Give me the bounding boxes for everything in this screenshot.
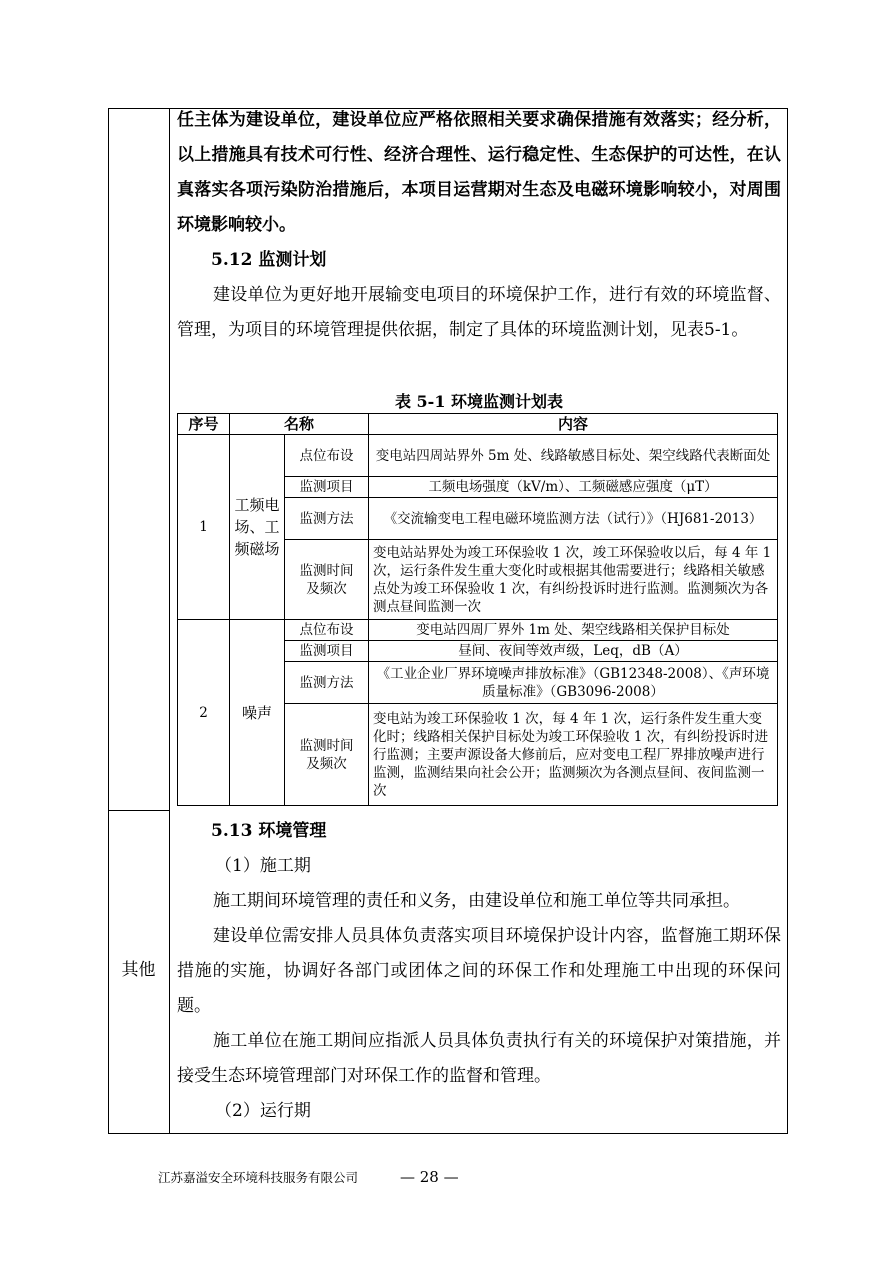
row-divider — [108, 810, 169, 811]
paragraph-3: 施工单位在施工期间应指派人员具体负责执行有关的环境保护对策措施，并接受生态环境管理部门对环保工作的监督和管理。 — [177, 1031, 781, 1086]
item-label: 点位布设 — [285, 620, 369, 641]
group-name: 工频电场、工频磁场 — [230, 435, 285, 620]
header-no: 序号 — [178, 414, 230, 435]
item-label: 点位布设 — [285, 435, 369, 477]
section-512-paragraph: 建设单位为更好地开展输变电项目的环境保护工作，进行有效的环境监督、管理，为项目的环境管理提供依据，制定了具体的环境监测计划，见表5-1。 — [177, 285, 781, 340]
item-label: 监测方法 — [285, 498, 369, 540]
section-512-heading: 5.12 监测计划 — [211, 250, 327, 270]
table-header-row — [178, 414, 778, 435]
side-label-other: 其他 — [121, 960, 156, 980]
item-label: 监测时间及频次 — [285, 540, 369, 620]
section-513-block — [177, 814, 781, 1129]
intro-paragraph: 任主体为建设单位，建设单位应严格依照相关要求确保措施有效落实；经分析，以上措施具有技术可行性、经济合理性、运行稳定性、生态保护的可达性，在认真落实各项污染防治措施后，本项目运营期对生态及电磁环境影响较小，对周围环境影响较小。 — [177, 110, 781, 235]
item-label: 监测方法 — [285, 662, 369, 704]
item-content: 昼间、夜间等效声级，Leq，dB（A） — [369, 641, 778, 662]
group-name: 噪声 — [230, 620, 285, 806]
column-divider — [169, 108, 170, 1134]
footer-company: 江苏嘉溢安全环境科技服务有限公司 — [158, 1170, 359, 1185]
header-name: 名称 — [230, 414, 369, 435]
item-label: 监测项目 — [285, 477, 369, 498]
item-content: 变电站四周站界外 5m 处、线路敏感目标处、架空线路代表断面处 — [369, 435, 778, 477]
table-caption: 表 5-1 环境监测计划表 — [394, 392, 564, 411]
subsection-operation: （2）运行期 — [215, 1101, 311, 1121]
item-label: 监测时间及频次 — [285, 704, 369, 806]
item-content: 变电站四周厂界外 1m 处、架空线路相关保护目标处 — [369, 620, 778, 641]
intro-block — [177, 103, 781, 348]
page-number: — 28 — — [400, 1168, 459, 1186]
paragraph-2: 建设单位需安排人员具体负责落实项目环境保护设计内容，监督施工期环保措施的实施，协调好各部门或团体之间的环保工作和处理施工中出现的环保问题。 — [177, 926, 781, 1016]
item-content: 变电站站界处为竣工环保验收 1 次，竣工环保验收以后，每 4 年 1 次，运行条件发生重大变化时或根据其他需要进行；线路相关敏感点处为竣工环保验收 1 次，有纠纷投诉时进行监测。监测频次为各测点昼间监测一次 — [369, 540, 778, 620]
table-row — [178, 435, 778, 477]
item-content: 《交流输变电工程电磁环境监测方法（试行）》（HJ681-2013） — [369, 498, 778, 540]
item-content: 《工业企业厂界环境噪声排放标准》（GB12348-2008）、《声环境质量标准》（GB3096-2008） — [369, 662, 778, 704]
item-content: 工频电场强度（kV/m）、工频磁感应强度（μT） — [369, 477, 778, 498]
section-513-heading: 5.13 环境管理 — [211, 821, 327, 841]
subsection-construction: （1）施工期 — [215, 856, 311, 876]
monitoring-plan-table — [177, 413, 778, 806]
paragraph-1: 施工期间环境管理的责任和义务，由建设单位和施工单位等共同承担。 — [213, 891, 740, 911]
group-no: 1 — [178, 435, 230, 620]
table-row — [178, 620, 778, 641]
header-content: 内容 — [369, 414, 778, 435]
group-no: 2 — [178, 620, 230, 806]
item-label: 监测项目 — [285, 641, 369, 662]
item-content: 变电站为竣工环保验收 1 次，每 4 年 1 次，运行条件发生重大变化时；线路相关保护目标处为竣工环保验收 1 次，有纠纷投诉时进行监测；主要声源设备大修前后，应对变电工程厂界排放噪声进行监测，监测结果向社会公开；监测频次为各测点昼间、夜间监测一次 — [369, 704, 778, 806]
